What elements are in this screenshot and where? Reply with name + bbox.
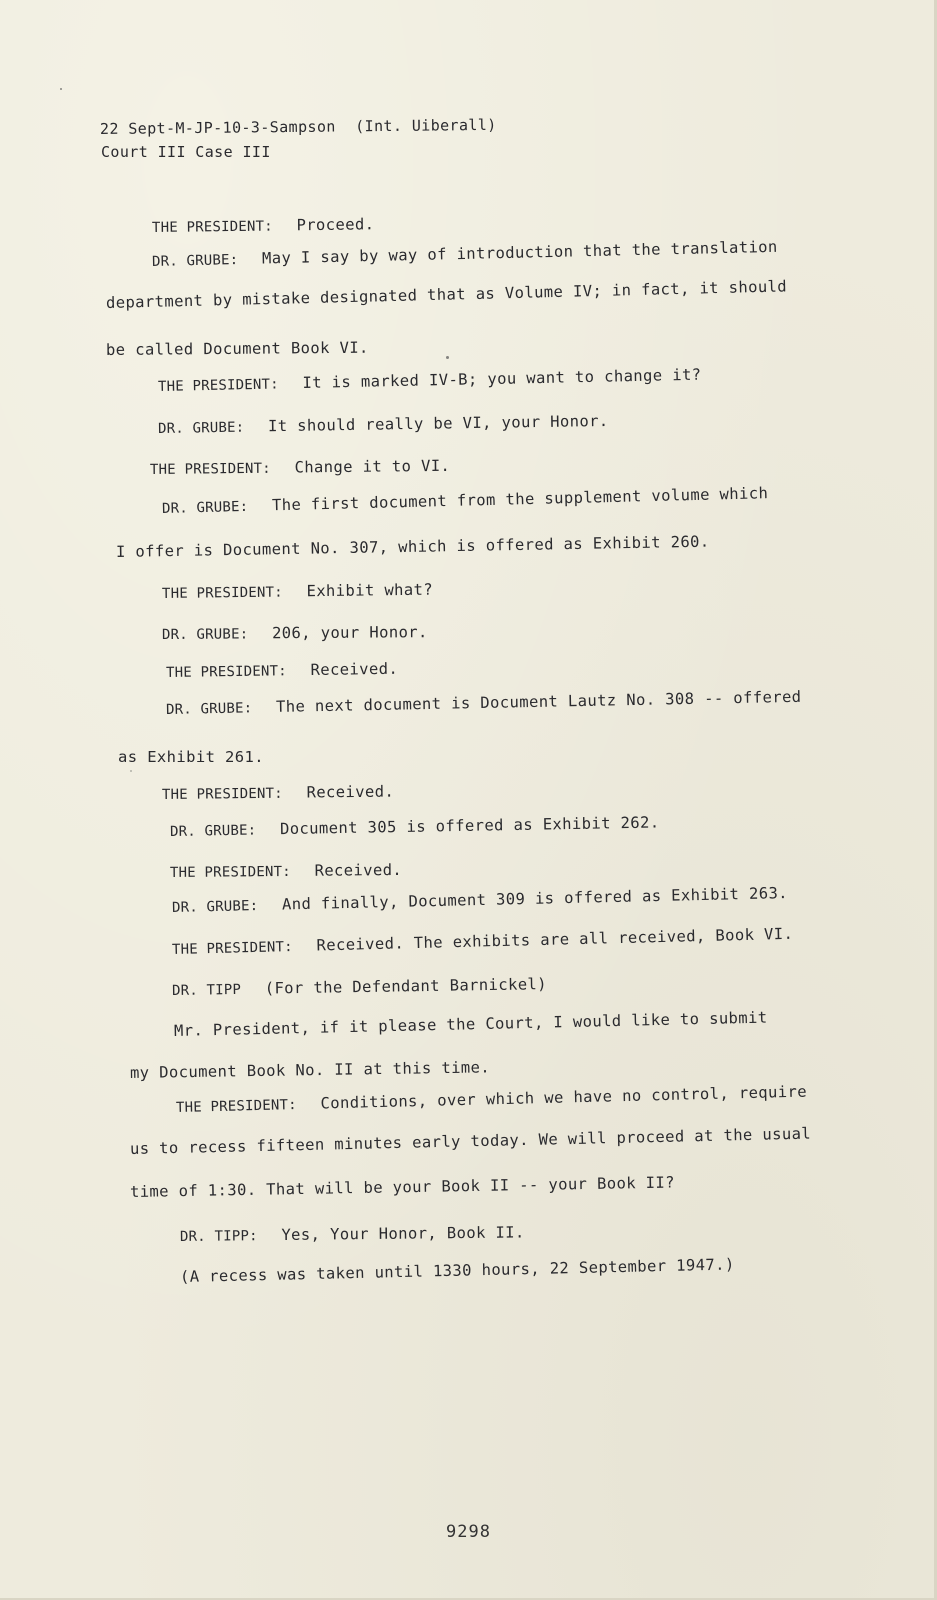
transcript-line	[130, 1173, 675, 1201]
transcript-line	[170, 861, 402, 881]
transcript-line	[158, 412, 609, 437]
speaker-label: DR. TIPP	[171, 981, 242, 999]
line-text: It should really be VI, your Honor.	[267, 411, 609, 436]
speaker-label: DR. GRUBE:	[165, 700, 253, 718]
transcript-line	[118, 748, 264, 766]
scan-speck	[130, 770, 132, 772]
speaker-label: DR. GRUBE:	[161, 498, 249, 517]
transcript-line	[162, 783, 394, 803]
line-text: 206, your Honor.	[271, 623, 428, 643]
line-text: my Document Book No. II at this time.	[129, 1058, 491, 1082]
transcript-line	[150, 457, 450, 478]
transcript-line	[162, 581, 433, 602]
transcript-line	[152, 215, 375, 236]
line-text: Received.	[306, 782, 395, 802]
speaker-label: DR. GRUBE:	[161, 626, 249, 643]
line-text: (A recess was taken until 1330 hours, 22 September 1947.)	[179, 1255, 735, 1286]
line-text: Received.	[310, 659, 399, 679]
header-line-1	[100, 116, 497, 138]
scan-speck	[446, 356, 449, 359]
speaker-label: THE PRESIDENT:	[169, 863, 291, 881]
transcript-line	[152, 238, 778, 270]
transcript-line	[106, 277, 787, 312]
transcript-line	[172, 975, 547, 999]
session-reference: 22 Sept-M-JP-10-3-Sampson	[99, 117, 336, 138]
speaker-label: THE PRESIDENT:	[151, 218, 273, 236]
line-text: Document 305 is offered as Exhibit 262.	[279, 813, 660, 839]
line-text: be called Document Book VI.	[105, 338, 369, 359]
speaker-label: DR. GRUBE:	[157, 419, 245, 437]
transcript-line	[166, 688, 802, 718]
line-text: Received. The exhibits are all received, Book VI.	[316, 924, 794, 955]
line-text: The next document is Document Lautz No. 308 -- offered	[275, 687, 802, 716]
line-text: Mr. President, if it please the Court, I would like to submit	[173, 1008, 768, 1040]
transcript-line	[176, 1083, 807, 1116]
transcript-line	[170, 813, 660, 840]
line-text: time of 1:30. That will be your Book II -- your Book II?	[129, 1173, 676, 1201]
line-text: Received.	[314, 860, 403, 880]
interpreter-note: (Int. Uiberall)	[355, 115, 497, 136]
speaker-label: THE PRESIDENT:	[165, 663, 287, 681]
speaker-label: DR. GRUBE:	[171, 898, 259, 916]
transcript-line	[180, 1255, 735, 1286]
speaker-label: DR. TIPP:	[179, 1228, 258, 1245]
transcript-line	[130, 1125, 811, 1158]
transcript-line	[172, 925, 794, 958]
speaker-label: THE PRESIDENT:	[161, 785, 283, 803]
transcript-line	[180, 1223, 525, 1245]
speaker-label: THE PRESIDENT:	[175, 1097, 297, 1116]
transcript-line	[106, 339, 369, 359]
line-text: It is marked IV-B; you want to change it?	[302, 365, 702, 392]
transcript-line	[162, 484, 769, 517]
speaker-label: THE PRESIDENT:	[171, 939, 293, 958]
line-text: us to recess fifteen minutes early today. We will proceed at the usual	[129, 1124, 812, 1158]
line-text: Proceed.	[296, 215, 375, 235]
speaker-label: THE PRESIDENT:	[157, 376, 279, 395]
line-text: Yes, Your Honor, Book II.	[281, 1223, 525, 1244]
transcript-line	[174, 1009, 768, 1040]
line-text: Conditions, over which we have no control, require	[320, 1082, 808, 1113]
line-text: department by mistake designated that as Volume IV; in fact, it should	[105, 277, 788, 312]
speaker-label: DR. GRUBE:	[169, 822, 257, 840]
scan-speck	[60, 88, 62, 90]
transcript-line	[166, 660, 398, 681]
transcript-line	[162, 623, 428, 643]
transcript-line	[130, 1058, 490, 1082]
page-number: 9298	[446, 1522, 491, 1542]
header-line-2	[101, 143, 271, 161]
line-text: Exhibit what?	[306, 580, 434, 601]
transcript-line	[116, 533, 710, 561]
speaker-label: DR. GRUBE:	[151, 252, 239, 270]
speaker-label: THE PRESIDENT:	[161, 584, 283, 602]
line-text: The first document from the supplement volume which	[271, 484, 769, 515]
line-text: (For the Defendant Barnickel)	[264, 975, 548, 998]
line-text: as Exhibit 261.	[118, 748, 264, 766]
line-text: May I say by way of introduction that the translation	[261, 237, 778, 268]
line-text: And finally, Document 309 is offered as Exhibit 263.	[281, 884, 789, 914]
transcript-line	[158, 366, 702, 395]
line-text: I offer is Document No. 307, which is offered as Exhibit 260.	[115, 532, 710, 561]
court-case: Court III Case III	[101, 143, 271, 161]
transcript-line	[172, 884, 788, 916]
line-text: Change it to VI.	[294, 456, 451, 477]
speaker-label: THE PRESIDENT:	[149, 460, 271, 478]
